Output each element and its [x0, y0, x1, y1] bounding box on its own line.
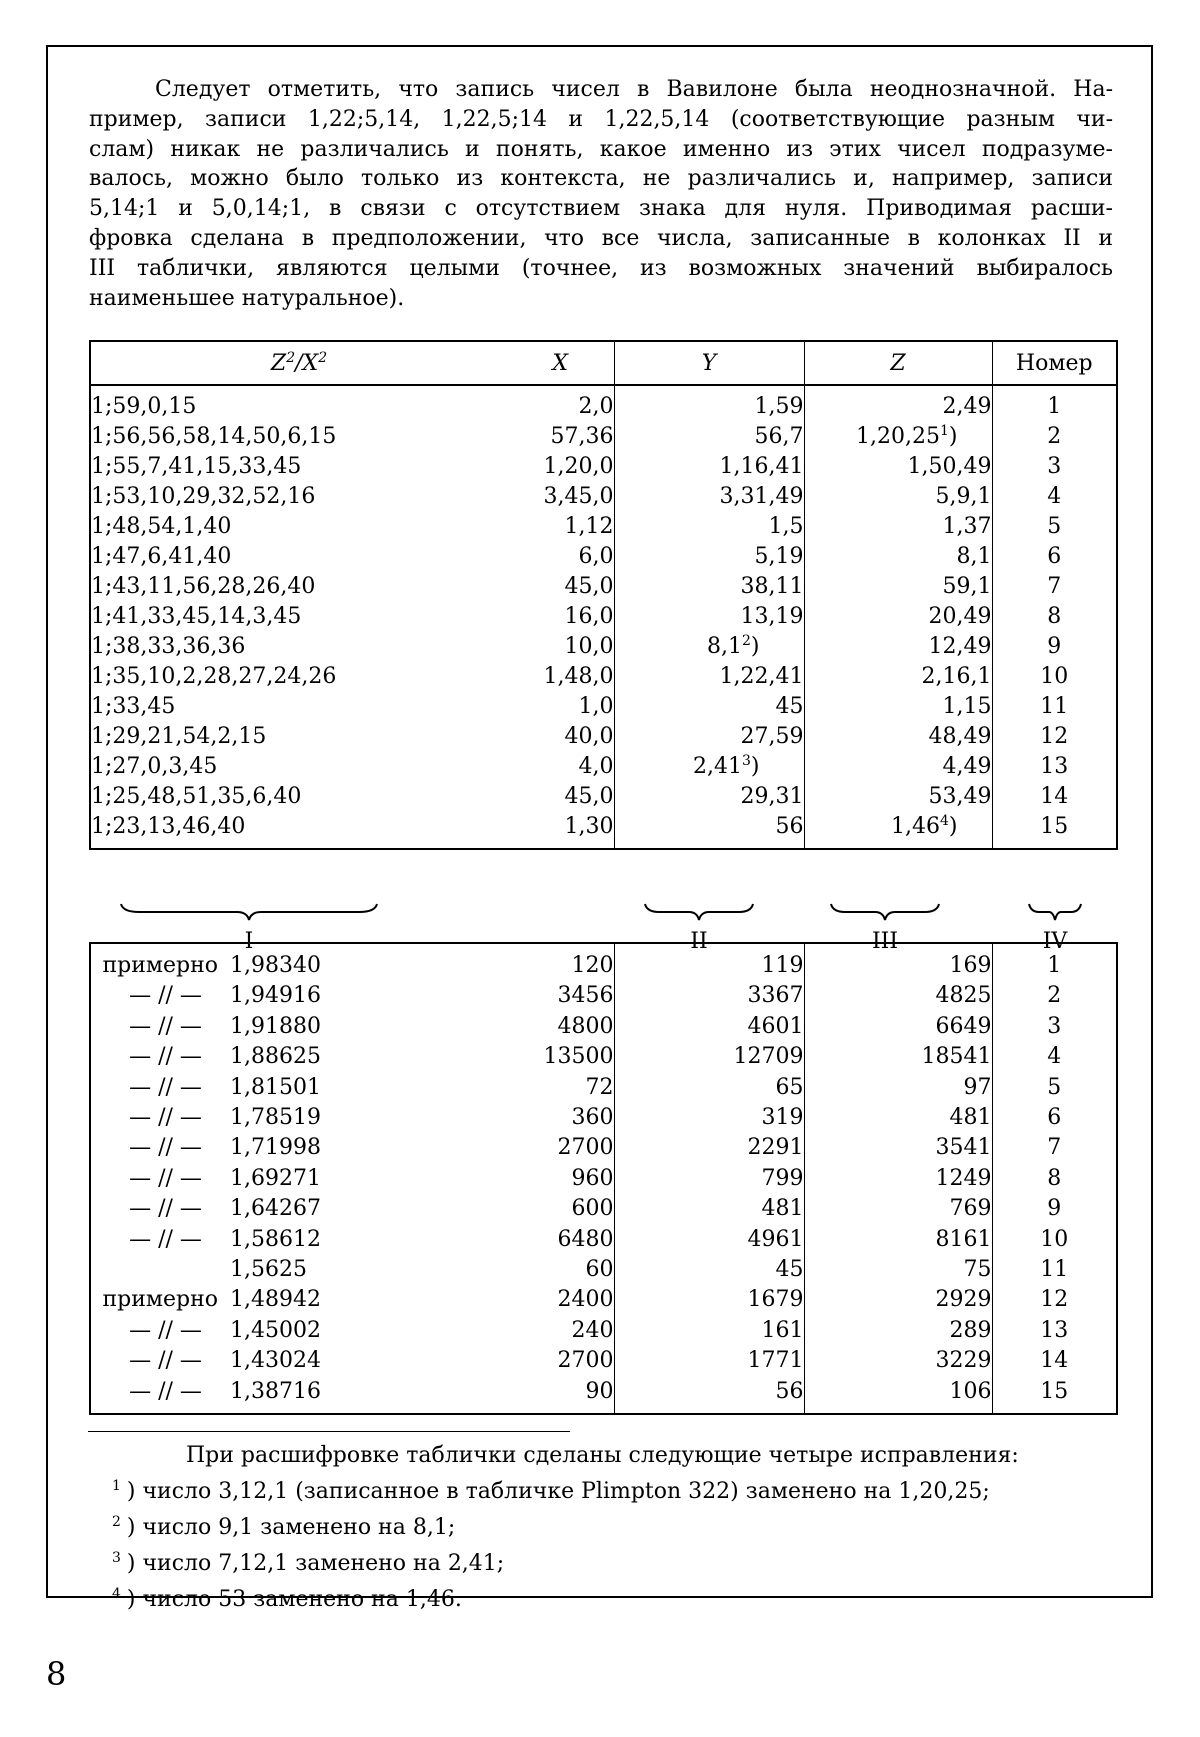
- cell-number: 9: [1047, 634, 1062, 659]
- table-row: [90, 1133, 1117, 1163]
- cell-x: 3,45,0: [507, 482, 614, 512]
- approx-prefix: примерно: [102, 953, 218, 978]
- cell-z: 8161: [804, 1225, 992, 1255]
- approx-prefix: — // —: [129, 1196, 202, 1222]
- cell-z: [804, 692, 992, 722]
- table-row: [90, 385, 1117, 422]
- cell-z: [804, 385, 992, 422]
- table-row: [90, 943, 1117, 981]
- header-y: Y: [614, 341, 804, 385]
- cell-z-value: 12,49: [928, 634, 992, 659]
- cell-y: [614, 542, 804, 572]
- column-label-i: I: [244, 929, 254, 954]
- cell-y-value: 8,1: [706, 634, 742, 659]
- cell-y: 56: [614, 1377, 804, 1414]
- cell-z-value: 2,16,1: [921, 664, 992, 689]
- brace-iii: [829, 902, 941, 924]
- cell-ratio: [90, 1103, 507, 1133]
- sexagesimal-table: [89, 340, 1118, 850]
- cell-number: 8: [1047, 604, 1062, 629]
- cell-z2x2: 1;35,10,2,28,27,24,26: [91, 664, 337, 689]
- cell-x: 240: [507, 1316, 614, 1346]
- cell-z: 3229: [804, 1346, 992, 1376]
- cell-z: [804, 452, 992, 482]
- approx-prefix: — // —: [129, 1317, 202, 1343]
- cell-z: [804, 542, 992, 572]
- cell-ratio: [90, 1012, 507, 1042]
- cell-y-value: 45: [775, 694, 804, 719]
- cell-number: 12: [1040, 724, 1069, 749]
- approx-prefix: — // —: [129, 1165, 202, 1191]
- ratio-value: 1,43024: [230, 1348, 321, 1374]
- cell-y: 161: [614, 1316, 804, 1346]
- table-row: [90, 482, 1117, 512]
- cell-z2x2: 1;56,56,58,14,50,6,15: [91, 424, 337, 449]
- cell-z: 3541: [804, 1133, 992, 1163]
- brace-i: [119, 902, 379, 924]
- intro-line: валось, можно было только из контекста, не различались и, например, записи: [89, 166, 1113, 192]
- cell-z: [804, 512, 992, 542]
- page-frame: [46, 45, 1153, 1612]
- footnote-paren: ): [126, 1479, 143, 1504]
- cell-y: [614, 752, 804, 782]
- approx-prefix: — // —: [129, 1044, 202, 1070]
- cell-z: 106: [804, 1377, 992, 1414]
- cell-x: 1,12: [507, 512, 614, 542]
- brace-iv: [1027, 902, 1083, 924]
- cell-z: [804, 632, 992, 662]
- footnote-ref: 4: [939, 813, 949, 829]
- cell-ratio: [90, 1073, 507, 1103]
- ratio-value: 1,69271: [230, 1165, 321, 1191]
- cell-z2x2: 1;29,21,54,2,15: [91, 724, 267, 749]
- cell-y: 1679: [614, 1285, 804, 1315]
- cell-z: 481: [804, 1103, 992, 1133]
- approx-prefix: — // —: [129, 1348, 202, 1374]
- cell-x: 960: [507, 1164, 614, 1194]
- ratio-value: 1,94916: [230, 983, 321, 1009]
- footnote-ref: 2: [741, 633, 751, 649]
- intro-line: 5,14;1 и 5,0,14;1, в связи с отсутствием знака для нуля. Приводимая расши-: [89, 196, 1113, 222]
- table-row: [90, 542, 1117, 572]
- cell-y-value: 56,7: [754, 424, 804, 449]
- cell-y-value: 3,31,49: [719, 484, 804, 509]
- cell-z: 97: [804, 1073, 992, 1103]
- cell-y-value: 2,41: [693, 754, 742, 779]
- footnote-mark: 2: [112, 1514, 121, 1530]
- cell-z: 169: [804, 943, 992, 981]
- footnote-ref: 3: [741, 753, 751, 769]
- cell-x: 2700: [507, 1133, 614, 1163]
- table-row: [90, 1164, 1117, 1194]
- cell-z2x2: 1;23,13,46,40: [91, 814, 246, 839]
- table-row: [90, 1225, 1117, 1255]
- cell-x: 10,0: [507, 632, 614, 662]
- cell-y: [614, 422, 804, 452]
- footnote-paren: ): [126, 1587, 143, 1612]
- cell-y: 481: [614, 1194, 804, 1224]
- table-row: [90, 752, 1117, 782]
- table-row: [90, 1073, 1117, 1103]
- cell-number: 15: [1040, 1378, 1069, 1404]
- cell-z-value: 8,1: [956, 544, 992, 569]
- intro-line: слам) никак не различались и понять, какое именно из этих чисел подразуме-: [89, 136, 1113, 162]
- intro-paragraph: [89, 75, 1113, 313]
- decimal-table: [89, 942, 1118, 1415]
- cell-y: 2291: [614, 1133, 804, 1163]
- ratio-value: 1,58612: [230, 1226, 321, 1252]
- cell-number: 4: [1047, 484, 1062, 509]
- table-row: [90, 1285, 1117, 1315]
- cell-y: 119: [614, 943, 804, 981]
- table-row: [90, 422, 1117, 452]
- table-header-row: [90, 341, 1117, 385]
- cell-y: [614, 662, 804, 692]
- cell-number: 7: [1047, 574, 1062, 599]
- table-row: [90, 1103, 1117, 1133]
- cell-ratio: [90, 1346, 507, 1376]
- cell-number: 10: [1040, 664, 1069, 689]
- cell-number: 1: [1047, 953, 1062, 978]
- ratio-value: 1,98340: [230, 953, 321, 978]
- footnote-ref: 1: [939, 423, 949, 439]
- cell-ratio: [90, 943, 507, 981]
- cell-y: [614, 692, 804, 722]
- cell-z-value: 4,49: [942, 754, 992, 779]
- cell-x: 6,0: [507, 542, 614, 572]
- cell-z-value: 1,15: [942, 694, 992, 719]
- header-number: Номер: [992, 341, 1117, 385]
- footnote-item: [88, 1471, 1128, 1507]
- cell-z-value: 5,9,1: [935, 484, 992, 509]
- intro-line: Следует отметить, что запись чисел в Вавилоне была неоднозначной. На-: [155, 77, 1113, 102]
- cell-number: 2: [1047, 424, 1062, 449]
- cell-y: [614, 385, 804, 422]
- footnote-paren: ): [750, 634, 760, 659]
- cell-x: 1,0: [507, 692, 614, 722]
- footnote-heading: При расшифровке таблички сделаны следующие четыре исправления:: [186, 1443, 1019, 1468]
- table-row: [90, 1042, 1117, 1072]
- cell-ratio: [90, 1164, 507, 1194]
- cell-z-value: 59,1: [942, 574, 992, 599]
- cell-ratio: [90, 1255, 507, 1285]
- approx-prefix: — // —: [129, 1135, 202, 1161]
- footnote-text: число 3,12,1 (записанное в табличке Plimpton 322) заменено на 1,20,25;: [142, 1479, 990, 1504]
- table-row: [90, 602, 1117, 632]
- cell-x: 6480: [507, 1225, 614, 1255]
- footnote-mark: 3: [112, 1550, 121, 1566]
- footnote-text: число 53 заменено на 1,46.: [142, 1587, 462, 1612]
- intro-line: фровка сделана в предположении, что все числа, записанные в колонках II и: [89, 225, 1113, 251]
- cell-number: 3: [1047, 454, 1062, 479]
- cell-y: [614, 602, 804, 632]
- cell-y-value: 56: [775, 814, 804, 839]
- table-row: [90, 1377, 1117, 1414]
- footnote-text: число 9,1 заменено на 8,1;: [142, 1515, 456, 1540]
- approx-prefix: — // —: [129, 1226, 202, 1252]
- cell-z: [804, 482, 992, 512]
- table-row: [90, 572, 1117, 602]
- cell-z-value: 1,37: [942, 514, 992, 539]
- approx-prefix: примерно: [102, 1287, 218, 1313]
- cell-z: [804, 602, 992, 632]
- cell-y: [614, 482, 804, 512]
- ratio-value: 1,5625: [230, 1257, 307, 1283]
- cell-z2x2: 1;43,11,56,28,26,40: [91, 574, 316, 599]
- cell-x: 1,48,0: [507, 662, 614, 692]
- header-x: X: [507, 341, 614, 385]
- intro-line: пример, записи 1,22;5,14, 1,22,5;14 и 1,22,5,14 (соответствующие разным чи-: [89, 106, 1113, 132]
- cell-number: 10: [1040, 1226, 1069, 1252]
- footnote-item: [88, 1507, 1128, 1543]
- footnote-paren: ): [126, 1515, 143, 1540]
- table-row: [90, 1012, 1117, 1042]
- cell-z: [804, 752, 992, 782]
- cell-ratio: [90, 1042, 507, 1072]
- cell-y-value: 29,31: [740, 784, 804, 809]
- cell-number: 15: [1040, 814, 1069, 839]
- cell-y: 4601: [614, 1012, 804, 1042]
- cell-z-value: 2,49: [942, 394, 992, 419]
- cell-z: 4825: [804, 981, 992, 1011]
- cell-number: 5: [1047, 514, 1062, 539]
- cell-y-value: 27,59: [740, 724, 804, 749]
- cell-z-value: 48,49: [928, 724, 992, 749]
- footnote-rule: [88, 1431, 570, 1432]
- cell-x: 45,0: [507, 782, 614, 812]
- footnotes: [88, 1441, 1128, 1615]
- table-row: [90, 632, 1117, 662]
- cell-y: 4961: [614, 1225, 804, 1255]
- cell-number: 6: [1047, 544, 1062, 569]
- column-label-iii: III: [871, 929, 899, 954]
- cell-z: [804, 812, 992, 849]
- cell-z2x2: 1;47,6,41,40: [91, 544, 232, 569]
- cell-z: 18541: [804, 1042, 992, 1072]
- cell-y: 45: [614, 1255, 804, 1285]
- cell-y-value: 5,19: [754, 544, 804, 569]
- cell-z-value: 53,49: [928, 784, 992, 809]
- ratio-value: 1,45002: [230, 1317, 321, 1343]
- footnote-paren: ): [126, 1551, 143, 1576]
- cell-y: 1771: [614, 1346, 804, 1376]
- cell-z: [804, 782, 992, 812]
- footnote-mark: 4: [112, 1586, 121, 1602]
- table-row: [90, 981, 1117, 1011]
- cell-x: 2700: [507, 1346, 614, 1376]
- cell-ratio: [90, 1225, 507, 1255]
- approx-prefix: — // —: [129, 1013, 202, 1039]
- cell-x: 4,0: [507, 752, 614, 782]
- cell-z: [804, 572, 992, 602]
- cell-x: 4800: [507, 1012, 614, 1042]
- cell-x: 16,0: [507, 602, 614, 632]
- footnote-item: [88, 1579, 1128, 1615]
- cell-y: 3367: [614, 981, 804, 1011]
- cell-y: [614, 722, 804, 752]
- footnote-paren: ): [948, 424, 958, 449]
- cell-y-value: 38,11: [740, 574, 804, 599]
- table-row: [90, 782, 1117, 812]
- footnote-item: [88, 1543, 1128, 1579]
- cell-number: 3: [1047, 1013, 1062, 1039]
- cell-z: 769: [804, 1194, 992, 1224]
- cell-z2x2: 1;48,54,1,40: [91, 514, 232, 539]
- cell-x: 2400: [507, 1285, 614, 1315]
- footnote-paren: ): [750, 754, 760, 779]
- cell-number: 4: [1047, 1044, 1062, 1070]
- cell-z-value: 20,49: [928, 604, 992, 629]
- ratio-value: 1,78519: [230, 1105, 321, 1131]
- cell-number: 7: [1047, 1135, 1062, 1161]
- cell-z2x2: 1;25,48,51,35,6,40: [91, 784, 302, 809]
- table-row: [90, 1346, 1117, 1376]
- cell-z: 75: [804, 1255, 992, 1285]
- brace-ii: [643, 902, 755, 924]
- cell-z-value: 1,20,25: [856, 424, 940, 449]
- cell-y-value: 1,22,41: [719, 664, 804, 689]
- cell-x: 72: [507, 1073, 614, 1103]
- cell-number: 8: [1047, 1165, 1062, 1191]
- footnote-mark: 1: [112, 1478, 121, 1494]
- ratio-value: 1,71998: [230, 1135, 321, 1161]
- table-row: [90, 662, 1117, 692]
- cell-ratio: [90, 1194, 507, 1224]
- table-row: [90, 1194, 1117, 1224]
- approx-prefix: — // —: [129, 983, 202, 1009]
- cell-z-value: 1,50,49: [907, 454, 992, 479]
- cell-y: [614, 632, 804, 662]
- cell-number: 2: [1047, 983, 1062, 1009]
- approx-prefix: — // —: [129, 1074, 202, 1100]
- cell-y: 65: [614, 1073, 804, 1103]
- cell-z2x2: 1;41,33,45,14,3,45: [91, 604, 302, 629]
- cell-x: 45,0: [507, 572, 614, 602]
- table-row: [90, 1316, 1117, 1346]
- cell-number: 14: [1040, 1348, 1069, 1374]
- cell-ratio: [90, 981, 507, 1011]
- cell-z: 1249: [804, 1164, 992, 1194]
- cell-y-value: 1,59: [754, 394, 804, 419]
- table-row: [90, 722, 1117, 752]
- cell-ratio: [90, 1285, 507, 1315]
- cell-z2x2: 1;59,0,15: [91, 394, 197, 419]
- cell-number: 13: [1040, 754, 1069, 779]
- cell-number: 13: [1040, 1317, 1069, 1343]
- header-z: Z: [804, 341, 992, 385]
- cell-y: [614, 512, 804, 542]
- cell-ratio: [90, 1133, 507, 1163]
- footnote-text: число 7,12,1 заменено на 2,41;: [142, 1551, 505, 1576]
- cell-y-value: 13,19: [740, 604, 804, 629]
- cell-z2x2: 1;55,7,41,15,33,45: [91, 454, 302, 479]
- approx-prefix: — // —: [129, 1105, 202, 1131]
- cell-x: 60: [507, 1255, 614, 1285]
- column-label-iv: IV: [1042, 929, 1068, 954]
- cell-x: 90: [507, 1377, 614, 1414]
- cell-z2x2: 1;38,33,36,36: [91, 634, 246, 659]
- cell-x: 2,0: [507, 385, 614, 422]
- cell-y: 799: [614, 1164, 804, 1194]
- cell-number: 6: [1047, 1105, 1062, 1131]
- cell-x: 600: [507, 1194, 614, 1224]
- table-row: [90, 512, 1117, 542]
- cell-z: [804, 662, 992, 692]
- cell-number: 12: [1040, 1287, 1069, 1313]
- intro-line: наименьшее натуральное).: [89, 285, 405, 311]
- cell-number: 1: [1047, 394, 1062, 419]
- cell-number: 14: [1040, 784, 1069, 809]
- cell-number: 5: [1047, 1074, 1062, 1100]
- cell-number: 11: [1040, 694, 1069, 719]
- cell-number: 11: [1040, 1257, 1069, 1283]
- table-row: [90, 1255, 1117, 1285]
- cell-x: 57,36: [507, 422, 614, 452]
- cell-y: [614, 782, 804, 812]
- cell-x: 360: [507, 1103, 614, 1133]
- page-number: 8: [46, 1655, 67, 1693]
- cell-z: [804, 722, 992, 752]
- cell-x: 1,20,0: [507, 452, 614, 482]
- table-row: [90, 812, 1117, 849]
- ratio-value: 1,88625: [230, 1044, 321, 1070]
- ratio-value: 1,48942: [230, 1287, 321, 1313]
- cell-y: 12709: [614, 1042, 804, 1072]
- cell-z: [804, 422, 992, 452]
- table-row: [90, 452, 1117, 482]
- cell-y: [614, 812, 804, 849]
- cell-number: 9: [1047, 1196, 1062, 1222]
- cell-x: 40,0: [507, 722, 614, 752]
- cell-y: [614, 572, 804, 602]
- ratio-value: 1,64267: [230, 1196, 321, 1222]
- cell-ratio: [90, 1377, 507, 1414]
- cell-z: 2929: [804, 1285, 992, 1315]
- table-row: [90, 692, 1117, 722]
- cell-x: 13500: [507, 1042, 614, 1072]
- cell-z: 289: [804, 1316, 992, 1346]
- approx-prefix: — // —: [129, 1378, 202, 1404]
- ratio-value: 1,91880: [230, 1013, 321, 1039]
- cell-y: 319: [614, 1103, 804, 1133]
- cell-ratio: [90, 1316, 507, 1346]
- cell-z2x2: 1;53,10,29,32,52,16: [91, 484, 316, 509]
- cell-x: 1,30: [507, 812, 614, 849]
- header-z2x2: $Z^2/X^2$: [90, 341, 507, 385]
- cell-y-value: 1,5: [768, 514, 804, 539]
- cell-z2x2: 1;33,45: [91, 694, 176, 719]
- intro-line: III таблички, являются целыми (точнее, из возможных значений выбиралось: [89, 255, 1113, 281]
- cell-y-value: 1,16,41: [719, 454, 804, 479]
- cell-z: 6649: [804, 1012, 992, 1042]
- cell-x: 3456: [507, 981, 614, 1011]
- ratio-value: 1,38716: [230, 1378, 321, 1404]
- cell-y: [614, 452, 804, 482]
- footnote-paren: ): [948, 814, 958, 839]
- column-label-ii: II: [690, 929, 708, 954]
- cell-x: 120: [507, 943, 614, 981]
- cell-z2x2: 1;27,0,3,45: [91, 754, 218, 779]
- cell-z-value: 1,46: [891, 814, 940, 839]
- ratio-value: 1,81501: [230, 1074, 321, 1100]
